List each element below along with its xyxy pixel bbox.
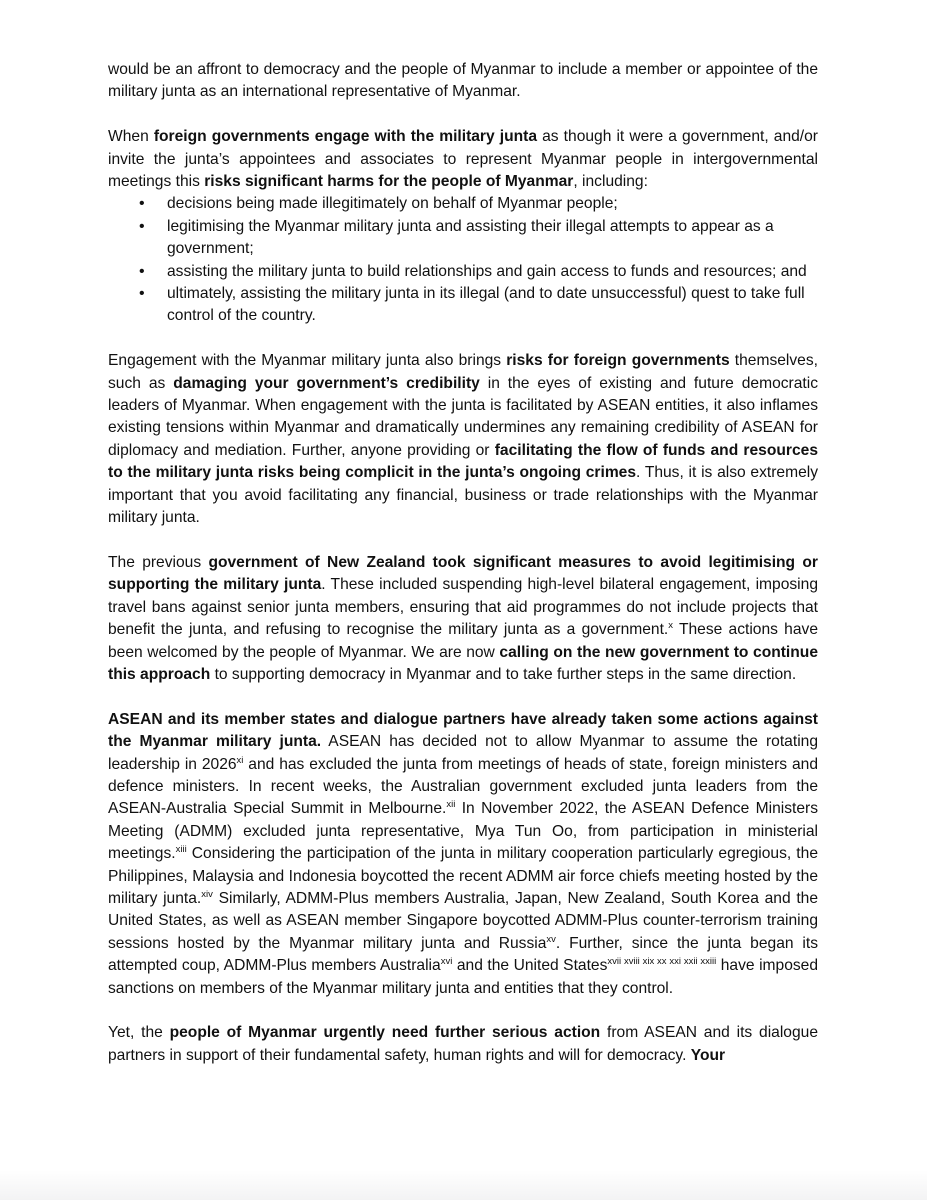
footnote-ref: xiii	[175, 844, 187, 856]
footnote-ref: xii	[446, 799, 456, 811]
footnote-ref: xi	[236, 754, 244, 766]
footnote-ref: xiv	[201, 888, 213, 900]
list-item: • legitimising the Myanmar military junta and assisting their illegal attempts to appear as a government;	[108, 216, 818, 261]
footnote-ref: x	[668, 620, 674, 632]
paragraph-further-action: Yet, the people of Myanmar urgently need further serious action from ASEAN and its dialogue partners in support of their fundamental safety, human rights and will for democracy. Your	[108, 1024, 818, 1064]
document-body	[108, 59, 818, 1090]
footnote-ref: xv	[546, 933, 556, 945]
paragraph-affront: would be an affront to democracy and the people of Myanmar to include a member or appointee of the military junta as an international representative of Myanmar.	[108, 61, 818, 101]
paragraph-new-zealand: The previous government of New Zealand took significant measures to avoid legitimising or supporting the military junta. These included suspending high-level bilateral engagement, imposing travel bans against senior junta members, ensuring that aid programmes do not include projects that benefit the junta, and refusing to recognise the military junta as a government.$^x$ These actions have been welcomed by the people of Myanmar. We are now calling on the new government to continue this approach to supporting democracy in Myanmar and to take further steps in the same direction.	[108, 553, 818, 683]
footnote-ref: xvi	[440, 956, 453, 968]
list-item: • decisions being made illegitimately on behalf of Myanmar people;	[108, 193, 818, 215]
list-item: • ultimately, assisting the military junta in its illegal (and to date unsuccessful) quest to take full control of the country.	[108, 283, 818, 328]
paragraph-asean-actions: ASEAN and its member states and dialogue partners have already taken some actions against the Myanmar military junta. ASEAN has decided not to allow Myanmar to assume the rotating leadership in 2026$^{xi}$ and has excluded the junta from meetings of heads of state, foreign ministers and defence ministers. In recent weeks, the Australian government excluded junta leaders from the ASEAN-Australia Special Summit in Melbourne.$^{xii}$ In November 2022, the ASEAN Defence Ministers Meeting (ADMM) excluded junta representative, Mya Tun Oo, from participation in ministerial meetings.$^{xiii}$ Considering the participation of the junta in military cooperation particularly egregious, the Philippines, Malaysia and Indonesia boycotted the recent ADMM air force chiefs meeting hosted by the military junta.$^{xiv}$ Similarly, ADMM-Plus members Australia, Japan, New Zealand, South Korea and the United States, as well as ASEAN member Singapore boycotted ADMM-Plus counter-terrorism training sessions hosted by the Myanmar military junta and Russia$^{xv}$. Further, since the junta began its attempted coup, ADMM-Plus members Australia$^{xvi}$ and the United States$^{xvii xviii xix xx xxi xxii xxiii}$ have imposed sanctions on members of the Myanmar military junta and entities that they control.	[108, 710, 819, 997]
footnote-ref: xvii xviii xix xx xxi xxii xxiii	[607, 956, 717, 968]
paragraph-foreign-engagement: When foreign governments engage with the military junta as though it were a government, and/or invite the junta’s appointees and associates to represent Myanmar people in intergovernmental meetings this risks significant harms for the people of Myanmar, including:	[108, 128, 818, 191]
list-item: • assisting the military junta to build relationships and gain access to funds and resources; and	[108, 261, 818, 283]
paragraph-risks-foreign-governments: Engagement with the Myanmar military junta also brings risks for foreign governments themselves, such as damaging your government’s credibility in the eyes of existing and future democratic leaders of Myanmar. When engagement with the junta is facilitated by ASEAN entities, it also inflames existing tensions within Myanmar and dramatically undermines any remaining credibility of ASEAN for diplomacy and mediation. Further, anyone providing or facilitating the flow of funds and resources to the military junta risks being complicit in the junta’s ongoing crimes. Thus, it is also extremely important that you avoid facilitating any financial, business or trade relationships with the Myanmar military junta.	[108, 352, 819, 527]
harms-bullet-list	[108, 193, 818, 327]
page-bottom-edge	[0, 1170, 927, 1200]
